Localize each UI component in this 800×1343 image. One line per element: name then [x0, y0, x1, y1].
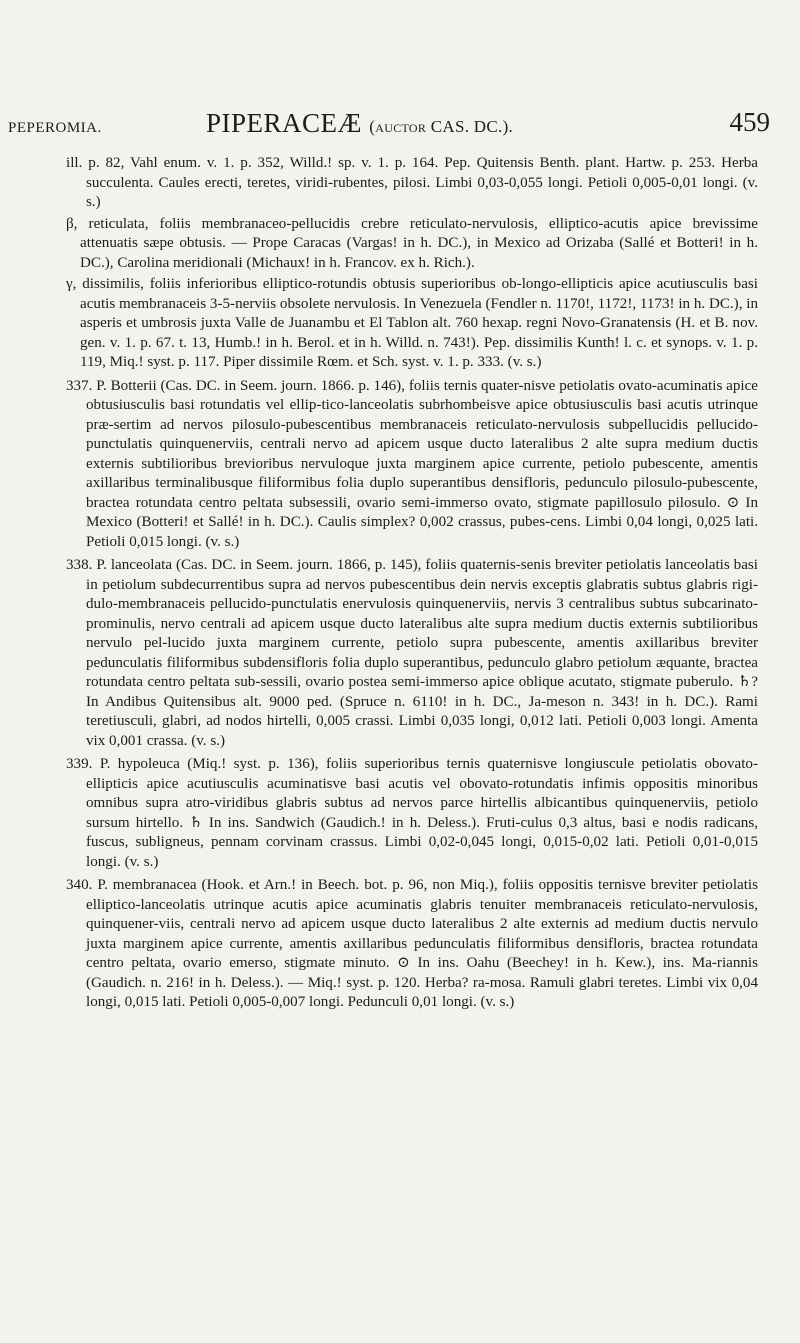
family-name: PIPERACEÆ	[206, 108, 363, 138]
page-number: 459	[729, 107, 770, 137]
variety-beta-reticulata: β, reticulata, foliis membranaceo-pellucidis crebre reticulato-nervulosis, elliptico-acutis apice brevissime attenuatis sæpe obtusis. — Prope Caracas (Vargas! in h. DC.), in Mexico ad Orizaba (Sallé et Botteri! in h. DC.), Carolina meridionali (Michaux! in h. Francov. ex h. Rich.).	[66, 215, 758, 271]
species-340-membranacea: 340. P. membranacea (Hook. et Arn.! in Beech. bot. p. 96, non Miq.), foliis oppositis ternisve breviter petiolatis elliptico-lanceolatis utrinque acutis apice acuminatis glabris tenuiter membranaceis reticulato-nervulosis, quinquener-viis, centrali nervo ad apicem usque ducto lateralibus 2 alte externis ad medium ductis nervulo juxta marginem apice currente, amentis axillaribus pedunculatis filiformibus densifloris, bractea rotundata centro peltata, ovario emerso, stigmate minuto. ⊙ In ins. Oahu (Beechey! in h. Kew.), ins. Ma-riannis (Gaudich. n. 216! in h. Deless.). — Miq.! syst. p. 120. Herba? ra-mosa. Ramuli glabri teretes. Limbi vix 0,04 longi, 0,015 lati. Petioli 0,005-0,007 longi. Pedunculi 0,01 longi. (v. s.)	[66, 877, 758, 1010]
species-339-hypoleuca: 339. P. hypoleuca (Miq.! syst. p. 136), foliis superioribus ternis quaternisve longiuscule petiolatis obovato-ellipticis apice acutiusculis acuminatisve basi acutis vel obovato-rotundatis infimis oppositis minoribus omnibus supra atro-viridibus glabris subtus ad nervos parce hirtellis albicantibus quinquenerviis, petiolo sursum hirtello. ♄ In ins. Sandwich (Gaudich.! in h. Deless.). Fruti-culus 0,3 altus, basi e nodis radicans, fuscus, subligneus, pennam corvinam crassus. Limbi 0,02-0,045 longi, 0,015-0,02 lati. Petioli 0,01-0,015 longi. (v. s.)	[66, 756, 758, 870]
paragraph-continued: ill. p. 82, Vahl enum. v. 1. p. 352, Willd.! sp. v. 1. p. 164. Pep. Quitensis Benth. plant. Hartw. p. 253. Herba succulenta. Caules erecti, teretes, viridi-rubentes, pilosi. Limbi 0,03-0,055 longi. Petioli 0,005-0,01 longi. (v. s.)	[66, 155, 758, 210]
species-337-botterii: 337. P. Botterii (Cas. DC. in Seem. journ. 1866. p. 146), foliis ternis quater-nisve petiolatis ovato-acuminatis apice obtusiusculis basi rotundatis vel ellip-tico-lanceolatis subrhombeisve apice obtusiusculis basi acutis utrinque præ-sertim ad nervos pilosulo-pubescentibus membranaceis reticulato-nervulosis subpellucidis pellucido-punctulatis quinquenerviis, centrali nervo ad apicem usque ducto lateralibus 2 alte supra medium ductis externis subtilioribus brevioribus nervuloque juxta marginem apice currente, petiolo pubescente, amentis axillaribus terminalibusque filiformibus folia duplo superantibus densifloris, pedunculo pilosulo-pubescente, bractea rotundata centro peltata subsessili, ovario semi-immerso ovato, stigmate papillosulo pilosulo. ⊙ In Mexico (Botteri! et Sallé! in h. DC.). Caulis simplex? 0,002 crassus, pubes-cens. Limbi 0,04 longi, 0,025 lati. Petioli 0,015 longi. (v. s.)	[66, 377, 758, 550]
species-338-lanceolata: 338. P. lanceolata (Cas. DC. in Seem. journ. 1866, p. 145), foliis quaternis-senis breviter petiolatis lanceolatis basi in petiolum subdecurrentibus supra ad nervos pubescentibus dein nervis exceptis glabratis subtus glabris rigi-dulo-membranaceis pellucido-punctulatis enervulosis quinquenerviis, nervis 3 centralibus subtus subcarinato-prominulis, nervo centrali ad apicem usque ducto lateralibus alte supra medium ductis externis subtilioribus nervulo pel-lucido juxta marginem currente, petiolo supra pubescente, amentis axillaribus breviter pedunculatis filiformibus subdensifloris folia duplo superantibus, pedunculo glabro petiolum æquante, bractea rotundata centro peltata sub-sessili, ovario postea semi-immerso apice oblique acutato, stigmate puberulo. ♄? In Andibus Quitensibus alt. 9000 ped. (Spruce n. 6110! in h. DC., Ja-meson n. 343! in h. DC.). Rami teretiusculi, glabri, ad nodos hirtelli, 0,005 crassi. Limbi 0,035 longi, 0,012 lati. Petioli 0,003 longi. Amenta vix 0,001 crassa. (v. s.)	[66, 557, 758, 749]
variety-gamma-dissimilis: γ, dissimilis, foliis inferioribus elliptico-rotundis obtusis superioribus ob-longo-ellipticis apice acutiusculis basi acutis membranaceis 3-5-nerviis obsolete nervulosis. In Venezuela (Fendler n. 1170!, 1172!, 1173! in h. DC.), in asperis et umbrosis juxta Valle de Juanambu et El Tablon alt. 760 hexap. regni Novo-Granatensis (H. et B. nov. gen. v. 1. p. 67. t. 13, Humb.! in h. Berol. et in h. Willd. n. 743!). Pep. dissimilis Kunth! l. c. et synops. v. 1. p. 119, Miq.! syst. p. 117. Piper dissimile Rœm. et Sch. syst. v. 1. p. 333. (v. s.)	[66, 276, 758, 370]
running-head-family	[206, 108, 513, 139]
running-header	[8, 100, 770, 150]
family-author: (auctor CAS. DC.).	[369, 117, 514, 136]
page-body-text	[66, 154, 758, 1015]
running-head-genus: PEPEROMIA.	[8, 120, 102, 136]
